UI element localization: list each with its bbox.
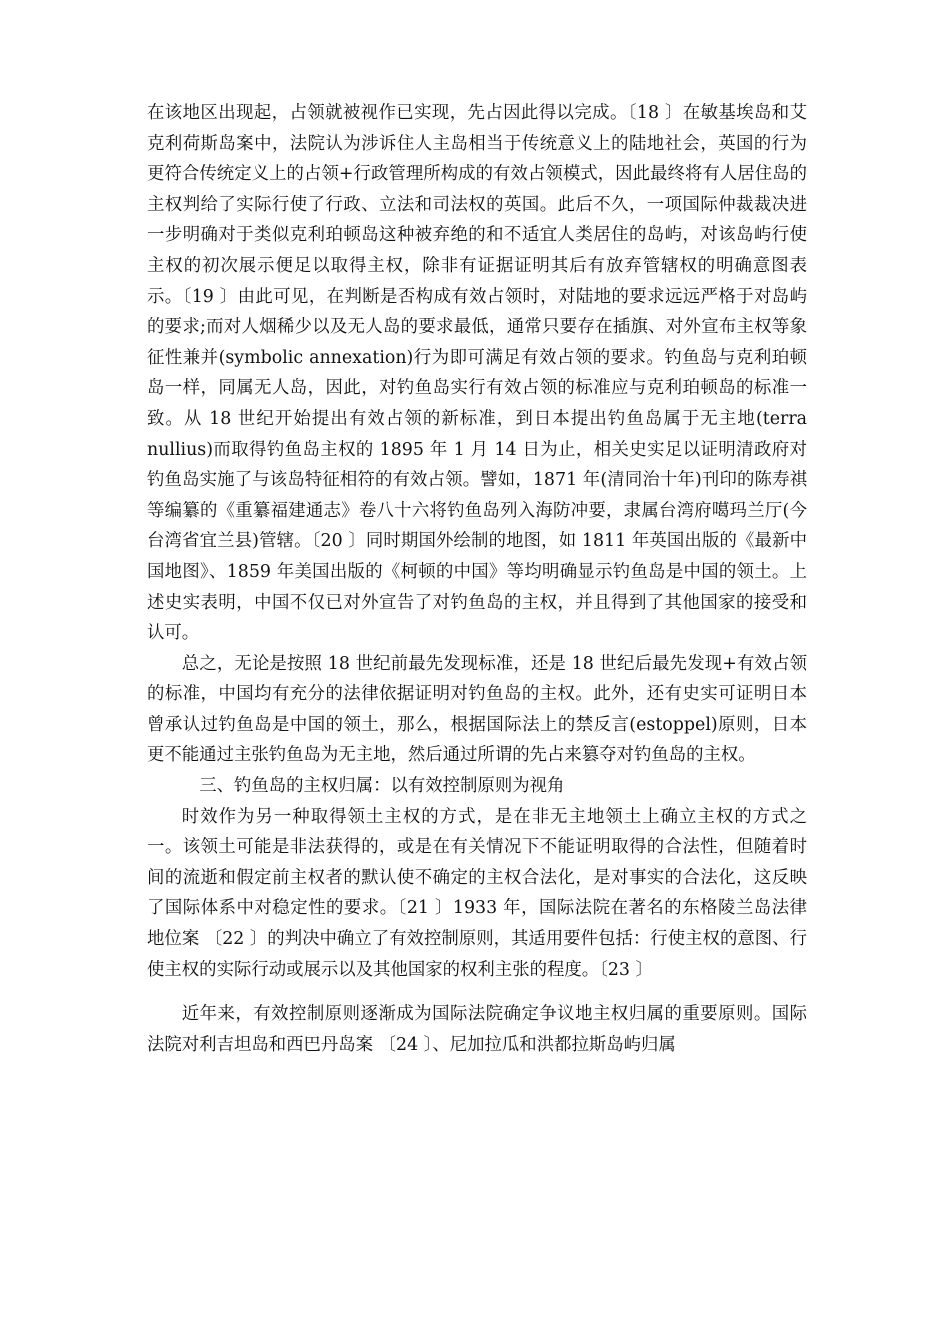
paragraph-recent-cases: 近年来，有效控制原则逐渐成为国际法院确定争议地主权归属的重要原则。国际法院对利吉坦岛和西巴丹岛案 〔24 〕、尼加拉瓜和洪都拉斯岛屿归属	[147, 1004, 807, 1055]
document-page	[147, 98, 807, 1060]
paragraph-effective-occupation: 在该地区出现起，占领就被视作已实现，先占因此得以完成。〔18 〕在敏基埃岛和艾克利荷斯岛案中，法院认为涉诉住人主岛相当于传统意义上的陆地社会，英国的行为更符合传统定义上的占领+行政管理所构成的有效占领模式，因此最终将有人居住岛的主权判给了实际行使了行政、立法和司法权的英国。此后不久，一项国际仲裁裁决进一步明确对于类似克利珀顿岛这种被弃绝的和不适宜人类居住的岛屿，对该岛屿行使主权的初次展示便足以取得主权，除非有证据证明其后有放弃管辖权的明确意图表示。〔19 〕由此可见，在判断是否构成有效占领时，对陆地的要求远远严格于对岛屿的要求;而对人烟稀少以及无人岛的要求最低，通常只要存在插旗、对外宣布主权等象征性兼并(symbolic annexation)行为即可满足有效占领的要求。钓鱼岛与克利珀顿岛一样，同属无人岛，因此，对钓鱼岛实行有效占领的标准应与克利珀顿岛的标准一致。从 18 世纪开始提出有效占领的新标准，到日本提出钓鱼岛属于无主地(terra nullius)而取得钓鱼岛主权的 1895 年 1 月 14 日为止，相关史实足以证明清政府对钓鱼岛实施了与该岛特征相符的有效占领。譬如，1871 年(清同治十年)刊印的陈寿祺等编纂的《重纂福建通志》卷八十六将钓鱼岛列入海防冲要，隶属台湾府噶玛兰厅(今台湾省宜兰县)管辖。〔20 〕同时期国外绘制的地图，如 1811 年英国出版的《最新中国地图》、1859 年美国出版的《柯顿的中国》等均明确显示钓鱼岛是中国的领土。上述史实表明，中国不仅已对外宣告了对钓鱼岛的主权，并且得到了其他国家的接受和认可。	[147, 103, 807, 644]
paragraph-prescription: 时效作为另一种取得领土主权的方式，是在非无主地领土上确立主权的方式之一。该领土可能是非法获得的，或是在有关情况下不能证明取得的合法性，但随着时间的流逝和假定前主权者的默认使不确定的主权合法化，是对事实的合法化，这反映了国际体系中对稳定性的要求。〔21 〕1933 年，国际法院在著名的东格陵兰岛法律地位案 〔22 〕的判决中确立了有效控制原则，其适用要件包括：行使主权的意图、行使主权的实际行动或展示以及其他国家的权利主张的程度。〔23 〕	[147, 806, 807, 980]
section-heading-3: 三、钓鱼岛的主权归属：以有效控制原则为视角	[199, 776, 565, 797]
paragraph-conclusion: 总之，无论是按照 18 世纪前最先发现标准，还是 18 世纪后最先发现+有效占领的标准，中国均有充分的法律依据证明对钓鱼岛的主权。此外，还有史实可证明日本曾承认过钓鱼岛是中国的领土，那么，根据国际法上的禁反言(estoppel)原则，日本更不能通过主张钓鱼岛为无主地，然后通过所谓的先占来篡夺对钓鱼岛的主权。	[147, 653, 807, 766]
